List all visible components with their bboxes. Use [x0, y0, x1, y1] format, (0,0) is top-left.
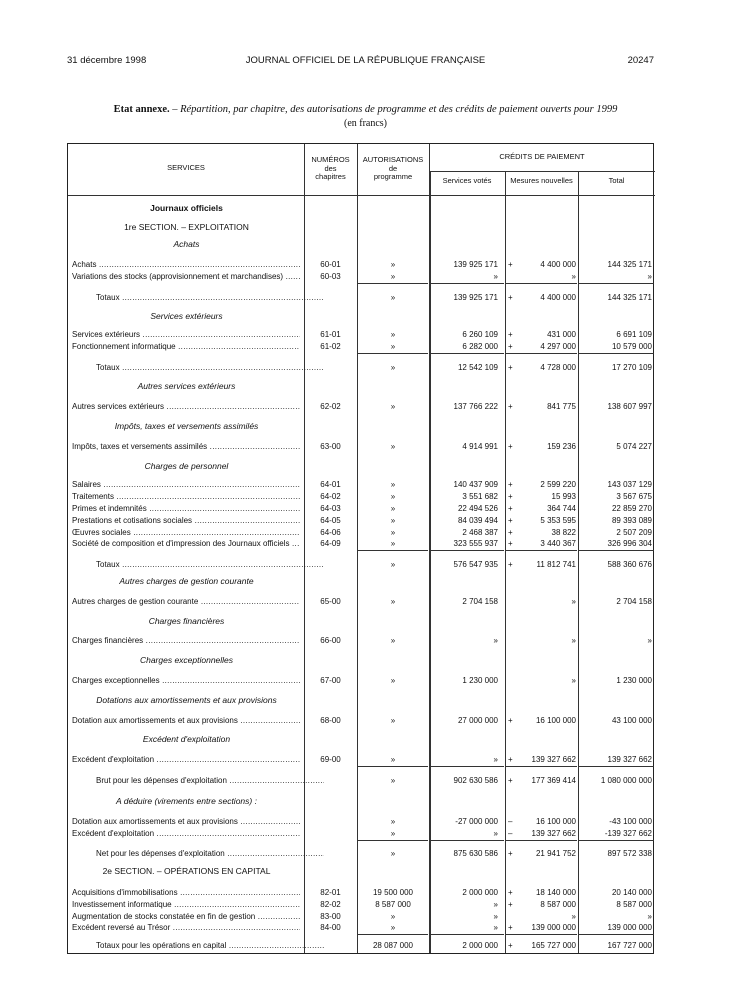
row-label: Totaux .....: [96, 559, 324, 570]
row-sign: +: [508, 923, 513, 932]
row-autorisation: »: [390, 260, 396, 269]
row-label: Excédent d'exploitation .....: [72, 754, 300, 765]
row-total: 3 567 675: [616, 492, 652, 501]
table-row: [68, 754, 655, 765]
row-sign: +: [508, 442, 513, 451]
row-chapter: 61-02: [320, 342, 341, 351]
title-lead: Etat annexe.: [113, 104, 170, 115]
row-sign: +: [508, 888, 513, 897]
table-row: [68, 848, 655, 859]
heading-personnel: Charges de personnel: [144, 461, 229, 471]
row-label: Services extérieurs .....: [72, 329, 300, 340]
col-services: SERVICES: [167, 163, 205, 172]
unit-note: (en francs): [343, 118, 388, 129]
subtotal-rule: [358, 550, 428, 551]
row-total: »: [647, 636, 652, 645]
heading-dotations: Dotations aux amortissements et aux provisions: [96, 695, 277, 705]
row-services-votes: 4 914 991: [462, 442, 498, 451]
table-row: [68, 559, 655, 570]
row-label: Augmentation de stocks constatée en fin de gestion .....: [72, 911, 300, 922]
row-sign: +: [508, 260, 513, 269]
row-autorisation: »: [390, 402, 396, 411]
row-services-votes: 137 766 222: [453, 402, 498, 411]
table-row: [68, 503, 655, 514]
row-chapter: 82-02: [320, 900, 341, 909]
row-autorisation: »: [390, 539, 396, 548]
subtotal-rule: [506, 550, 577, 551]
row-services-votes: »: [493, 272, 498, 281]
table-row: [68, 441, 655, 452]
row-label: Acquisitions d'immobilisations .....: [72, 887, 300, 898]
row-label: Net pour les dépenses d'exploitation .....: [96, 848, 324, 859]
subtotal-rule: [506, 766, 577, 767]
table-row: [68, 922, 655, 933]
row-total: 17 270 109: [611, 363, 652, 372]
row-autorisation: »: [390, 272, 396, 281]
header-date: 31 décembre 1998: [67, 55, 147, 66]
row-services-votes: »: [493, 636, 498, 645]
table-row: [68, 596, 655, 607]
row-mesures-nouvelles: 5 353 595: [540, 516, 576, 525]
row-label: Achats .....: [72, 259, 300, 270]
table-row: [68, 292, 655, 303]
row-autorisation: »: [390, 716, 396, 725]
row-services-votes: 576 547 935: [453, 560, 498, 569]
table-row: [68, 816, 655, 827]
row-mesures-nouvelles: 364 744: [547, 504, 576, 513]
subtotal-rule: [358, 840, 428, 841]
col-numeros: NUMÉROS des chapitres: [311, 155, 350, 181]
row-sign: +: [508, 776, 513, 785]
row-label: Totaux pour les opérations en capital .....: [96, 940, 324, 951]
row-chapter: 64-06: [320, 528, 341, 537]
row-total: 22 859 270: [611, 504, 652, 513]
row-autorisation: »: [390, 817, 396, 826]
row-sign: +: [508, 342, 513, 351]
row-total: »: [647, 912, 652, 921]
row-chapter: 64-01: [320, 480, 341, 489]
row-autorisation: »: [390, 849, 396, 858]
row-services-votes: »: [493, 755, 498, 764]
row-services-votes: 139 925 171: [453, 260, 498, 269]
heading-excedent: Excédent d'exploitation: [142, 734, 231, 744]
row-sign: +: [508, 716, 513, 725]
row-mesures-nouvelles: 15 993: [551, 492, 576, 501]
heading-gestion-courante: Autres charges de gestion courante: [119, 576, 254, 586]
table-row: [68, 329, 655, 340]
row-label: Traitements .....: [72, 491, 300, 502]
row-total: 167 727 000: [607, 941, 652, 950]
row-services-votes: 1 230 000: [462, 676, 498, 685]
col-total: Total: [608, 176, 625, 185]
section-journaux: Journaux officiels: [150, 203, 223, 213]
table-row: [68, 715, 655, 726]
table-row: [68, 341, 655, 352]
row-label: Impôts, taxes et versements assimilés .....: [72, 441, 300, 452]
row-services-votes: 84 039 494: [457, 516, 498, 525]
row-total: 2 704 158: [616, 597, 652, 606]
row-services-votes: 2 704 158: [462, 597, 498, 606]
row-label: Variations des stocks (approvisionnement et marchandises) .....: [72, 271, 300, 282]
row-label: Brut pour les dépenses d'exploitation .....: [96, 775, 324, 786]
row-services-votes: -27 000 000: [455, 817, 498, 826]
row-total: 143 037 129: [607, 480, 652, 489]
subtotal-rule: [358, 766, 428, 767]
row-mesures-nouvelles: »: [571, 912, 576, 921]
row-services-votes: »: [493, 923, 498, 932]
table-row: [68, 479, 655, 490]
row-total: -43 100 000: [609, 817, 652, 826]
row-label: Autres charges de gestion courante .....: [72, 596, 300, 607]
row-label: Charges financières .....: [72, 635, 300, 646]
subtotal-rule: [579, 840, 654, 841]
subtotal-rule: [358, 353, 428, 354]
row-autorisation: »: [390, 636, 396, 645]
heading-exceptionnelles: Charges exceptionnelles: [139, 655, 234, 665]
row-autorisation: »: [390, 330, 396, 339]
row-sign: +: [508, 293, 513, 302]
table-row: [68, 527, 655, 538]
row-chapter: 64-09: [320, 539, 341, 548]
row-mesures-nouvelles: 431 000: [547, 330, 576, 339]
row-sign: –: [508, 817, 513, 826]
row-mesures-nouvelles: 139 327 662: [531, 829, 576, 838]
row-mesures-nouvelles: 177 369 414: [531, 776, 576, 785]
row-label: Totaux .....: [96, 292, 324, 303]
row-services-votes: »: [493, 900, 498, 909]
row-total: 326 996 304: [607, 539, 652, 548]
row-autorisation: 8 587 000: [375, 900, 411, 909]
row-sign: +: [508, 900, 513, 909]
row-label: Prestations et cotisations sociales .....: [72, 515, 300, 526]
row-services-votes: 2 000 000: [462, 888, 498, 897]
row-total: 139 000 000: [607, 923, 652, 932]
row-autorisation: »: [390, 442, 396, 451]
row-autorisation: »: [390, 676, 396, 685]
row-autorisation: »: [390, 293, 396, 302]
table-row: [68, 259, 655, 270]
row-total: 8 587 000: [616, 900, 652, 909]
row-chapter: 69-00: [320, 755, 341, 764]
row-mesures-nouvelles: 2 599 220: [540, 480, 576, 489]
row-sign: +: [508, 528, 513, 537]
row-mesures-nouvelles: 38 822: [551, 528, 576, 537]
row-chapter: 83-00: [320, 912, 341, 921]
row-mesures-nouvelles: »: [571, 676, 576, 685]
row-total: 43 100 000: [611, 716, 652, 725]
row-sign: +: [508, 755, 513, 764]
row-services-votes: 875 630 586: [453, 849, 498, 858]
subtotal-rule: [506, 283, 577, 284]
subtotal-rule: [431, 550, 504, 551]
row-sign: +: [508, 480, 513, 489]
subtotal-rule: [579, 353, 654, 354]
row-chapter: 60-03: [320, 272, 341, 281]
row-total: 1 080 000 000: [600, 776, 652, 785]
row-autorisation: »: [390, 560, 396, 569]
header-journal: JOURNAL OFFICIEL DE LA RÉPUBLIQUE FRANÇAISE: [245, 55, 486, 66]
row-chapter: 68-00: [320, 716, 341, 725]
row-services-votes: 3 551 682: [462, 492, 498, 501]
row-total: -139 327 662: [604, 829, 652, 838]
row-sign: +: [508, 402, 513, 411]
table-row: [68, 538, 655, 549]
row-chapter: 64-02: [320, 492, 341, 501]
section-1: 1re SECTION. – EXPLOITATION: [124, 222, 249, 232]
row-services-votes: 140 437 909: [453, 480, 498, 489]
row-label: Excédent d'exploitation .....: [72, 828, 300, 839]
row-chapter: 64-05: [320, 516, 341, 525]
row-autorisation: »: [390, 492, 396, 501]
row-autorisation: »: [390, 342, 396, 351]
row-total: 6 691 109: [616, 330, 652, 339]
row-mesures-nouvelles: 4 728 000: [540, 363, 576, 372]
row-services-votes: 6 260 109: [462, 330, 498, 339]
table-row: [68, 675, 655, 686]
row-services-votes: »: [493, 829, 498, 838]
col-mesures-nouvelles: Mesures nouvelles: [510, 176, 573, 185]
row-autorisation: »: [390, 755, 396, 764]
row-label: Charges exceptionnelles .....: [72, 675, 300, 686]
row-autorisation: »: [390, 504, 396, 513]
row-total: 20 140 000: [611, 888, 652, 897]
row-total: 5 074 227: [616, 442, 652, 451]
row-mesures-nouvelles: 159 236: [547, 442, 576, 451]
row-label: Dotation aux amortissements et aux provisions .....: [72, 816, 300, 827]
table-row: [68, 491, 655, 502]
row-services-votes: 27 000 000: [457, 716, 498, 725]
section-2: 2e SECTION. – OPÉRATIONS EN CAPITAL: [102, 866, 271, 876]
row-chapter: 66-00: [320, 636, 341, 645]
subtotal-rule: [579, 283, 654, 284]
row-chapter: 67-00: [320, 676, 341, 685]
row-chapter: 61-01: [320, 330, 341, 339]
row-mesures-nouvelles: 4 400 000: [540, 260, 576, 269]
table-row: [68, 899, 655, 910]
row-label: Œuvres sociales .....: [72, 527, 300, 538]
table-row: [68, 401, 655, 412]
table-row: [68, 887, 655, 898]
row-mesures-nouvelles: 139 000 000: [531, 923, 576, 932]
row-autorisation: »: [390, 923, 396, 932]
row-total: 588 360 676: [607, 560, 652, 569]
row-mesures-nouvelles: 8 587 000: [540, 900, 576, 909]
table-row: [68, 271, 655, 282]
row-services-votes: 6 282 000: [462, 342, 498, 351]
row-mesures-nouvelles: 165 727 000: [531, 941, 576, 950]
row-mesures-nouvelles: 139 327 662: [531, 755, 576, 764]
row-mesures-nouvelles: 21 941 752: [535, 849, 576, 858]
subtotal-rule: [431, 840, 504, 841]
table-row: [68, 828, 655, 839]
table-row: [68, 635, 655, 646]
row-sign: +: [508, 560, 513, 569]
row-total: »: [647, 272, 652, 281]
row-sign: +: [508, 539, 513, 548]
row-chapter: 60-01: [320, 260, 341, 269]
row-services-votes: »: [493, 912, 498, 921]
col-services-votes: Services votés: [442, 176, 492, 185]
row-total: 10 579 000: [611, 342, 652, 351]
col-autorisations: AUTORISATIONS de programme: [362, 155, 424, 181]
row-autorisation: »: [390, 912, 396, 921]
row-label: Autres services extérieurs .....: [72, 401, 300, 412]
subtotal-rule: [579, 550, 654, 551]
row-sign: +: [508, 330, 513, 339]
budget-table: [67, 143, 654, 954]
subtotal-rule: [506, 934, 577, 935]
row-mesures-nouvelles: 16 100 000: [535, 716, 576, 725]
heading-impots: Impôts, taxes et versements assimilés: [114, 421, 259, 431]
row-services-votes: 902 630 586: [453, 776, 498, 785]
heading-services-exterieurs: Services extérieurs: [150, 311, 223, 321]
row-mesures-nouvelles: 18 140 000: [535, 888, 576, 897]
heading-autres-services: Autres services extérieurs: [137, 381, 236, 391]
row-services-votes: 139 925 171: [453, 293, 498, 302]
title-rest: – Répartition, par chapitre, des autorisations de programme et des crédits de paiement ouverts pour 1999: [172, 104, 618, 115]
document-title: [0, 104, 731, 115]
row-autorisation: »: [390, 776, 396, 785]
row-chapter: 82-01: [320, 888, 341, 897]
row-mesures-nouvelles: 841 775: [547, 402, 576, 411]
subtotal-rule: [506, 353, 577, 354]
row-sign: +: [508, 492, 513, 501]
heading-financieres: Charges financières: [148, 616, 225, 626]
row-total: 897 572 338: [607, 849, 652, 858]
row-chapter: 62-02: [320, 402, 341, 411]
row-total: 139 327 662: [607, 755, 652, 764]
row-label: Primes et indemnités .....: [72, 503, 300, 514]
table-row: [68, 911, 655, 922]
row-total: 1 230 000: [616, 676, 652, 685]
row-label: Dotation aux amortissements et aux provisions .....: [72, 715, 300, 726]
table-row: [68, 362, 655, 373]
subtotal-rule: [358, 283, 428, 284]
row-mesures-nouvelles: 3 440 367: [540, 539, 576, 548]
row-total: 89 393 089: [611, 516, 652, 525]
row-mesures-nouvelles: »: [571, 272, 576, 281]
col-credits: CRÉDITS DE PAIEMENT: [499, 152, 585, 161]
row-autorisation: »: [390, 597, 396, 606]
subtotal-rule: [579, 766, 654, 767]
row-chapter: 64-03: [320, 504, 341, 513]
row-total: 2 507 209: [616, 528, 652, 537]
row-mesures-nouvelles: 4 297 000: [540, 342, 576, 351]
row-autorisation: »: [390, 516, 396, 525]
row-mesures-nouvelles: 11 812 741: [536, 560, 576, 569]
row-services-votes: 2 468 387: [462, 528, 498, 537]
subtotal-rule: [506, 840, 577, 841]
row-sign: +: [508, 363, 513, 372]
row-mesures-nouvelles: »: [571, 636, 576, 645]
subtotal-rule: [579, 934, 654, 935]
subtotal-rule: [358, 934, 428, 935]
table-row: [68, 940, 655, 951]
row-autorisation: »: [390, 829, 396, 838]
row-label: Totaux .....: [96, 362, 324, 373]
subtotal-rule: [431, 353, 504, 354]
row-autorisation: 19 500 000: [372, 888, 414, 897]
row-sign: +: [508, 941, 513, 950]
row-label: Salaires .....: [72, 479, 300, 490]
row-chapter: 63-00: [320, 442, 341, 451]
table-row: [68, 515, 655, 526]
row-autorisation: »: [390, 528, 396, 537]
row-label: Société de composition et d'impression des Journaux officiels .....: [72, 538, 300, 549]
header-page-number: 20247: [627, 55, 654, 66]
row-autorisation: »: [390, 363, 396, 372]
row-mesures-nouvelles: 4 400 000: [540, 293, 576, 302]
subtotal-rule: [431, 934, 504, 935]
row-total: 144 325 171: [607, 260, 652, 269]
row-services-votes: 22 494 526: [457, 504, 498, 513]
row-label: Investissement informatique .....: [72, 899, 300, 910]
row-total: 144 325 171: [607, 293, 652, 302]
row-sign: +: [508, 849, 513, 858]
row-services-votes: 12 542 109: [457, 363, 498, 372]
row-label: Fonctionnement informatique .....: [72, 341, 300, 352]
row-services-votes: 323 555 937: [453, 539, 498, 548]
heading-deduire: A déduire (virements entre sections) :: [116, 796, 257, 806]
subtotal-rule: [431, 283, 504, 284]
table-row: [68, 775, 655, 786]
row-autorisation: »: [390, 480, 396, 489]
row-services-votes: 2 000 000: [462, 941, 498, 950]
row-label: Excédent reversé au Trésor .....: [72, 922, 300, 933]
subtotal-rule: [431, 766, 504, 767]
heading-achats: Achats: [173, 239, 200, 249]
row-sign: –: [508, 829, 513, 838]
row-autorisation: 28 087 000: [372, 941, 414, 950]
row-mesures-nouvelles: »: [571, 597, 576, 606]
row-chapter: 84-00: [320, 923, 341, 932]
row-mesures-nouvelles: 16 100 000: [535, 817, 576, 826]
row-sign: +: [508, 504, 513, 513]
row-chapter: 65-00: [320, 597, 341, 606]
row-total: 138 607 997: [607, 402, 652, 411]
row-sign: +: [508, 516, 513, 525]
